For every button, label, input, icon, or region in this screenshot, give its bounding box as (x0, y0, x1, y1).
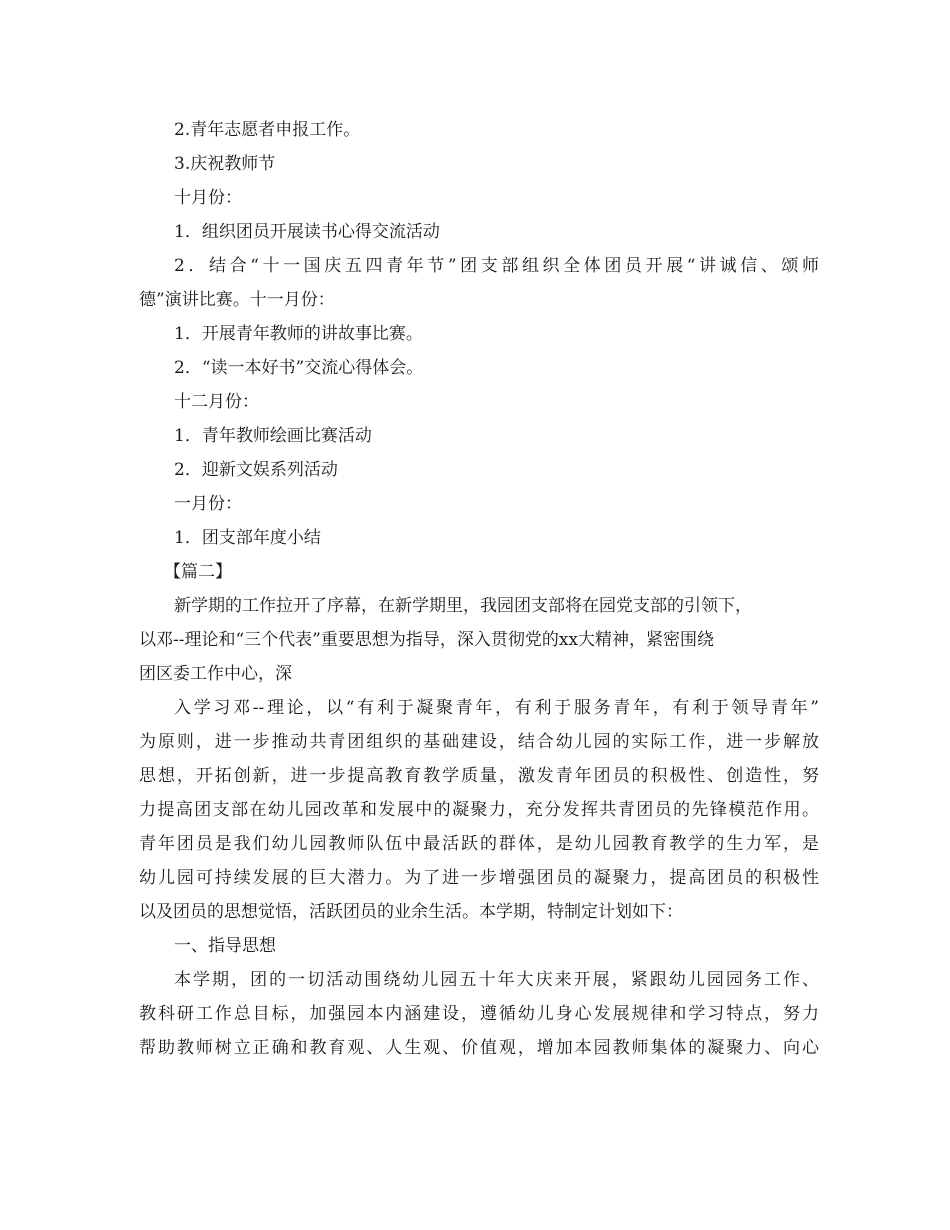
text-line: 2．结合“十一国庆五四青年节”团支部组织全体团员开展“讲诚信、颂师 (174, 256, 819, 276)
text-line: 幼儿园可持续发展的巨大潜力。为了进一步增强团员的凝聚力，提高团员的积极性 (139, 868, 819, 888)
text-line: 力提高团支部在幼儿园改革和发展中的凝聚力，充分发挥共青团员的先锋模范作用。 (139, 800, 819, 820)
text-line: 3.庆祝教师节 (174, 154, 276, 174)
text-line: 【篇二】 (164, 562, 232, 582)
document-body (139, 113, 829, 1065)
text-line: 思想，开拓创新，进一步提高教育教学质量，激发青年团员的积极性、创造性，努 (139, 766, 819, 786)
text-line: 青年团员是我们幼儿园教师队伍中最活跃的群体，是幼儿园教育教学的生力军，是 (139, 834, 819, 854)
text-line: 德”演讲比赛。十一月份： (139, 290, 335, 310)
text-line: 2．“读一本好书”交流心得体会。 (174, 358, 424, 378)
text-line: 教科研工作总目标，加强园本内涵建设，遵循幼儿身心发展规律和学习特点，努力 (139, 1004, 819, 1024)
text-line: 以邓--理论和“三个代表”重要思想为指导，深入贯彻党的xx大精神，紧密围绕 (139, 630, 715, 650)
text-line: 1．开展青年教师的讲故事比赛。 (174, 324, 423, 344)
text-line: 本学期，团的一切活动围绕幼儿园五十年大庆来开展，紧跟幼儿园园务工作、 (174, 970, 819, 990)
text-line: 一、指导思想 (174, 936, 276, 956)
text-line: 十二月份： (174, 392, 259, 412)
text-line: 1．青年教师绘画比赛活动 (174, 426, 372, 446)
text-line: 团区委工作中心，深 (139, 664, 292, 684)
text-line: 为原则，进一步推动共青团组织的基础建设，结合幼儿园的实际工作，进一步解放 (139, 732, 819, 752)
text-line: 入学习邓--理论，以“有利于凝聚青年，有利于服务青年，有利于领导青年” (174, 698, 819, 718)
text-line: 十月份： (174, 188, 242, 208)
text-line: 以及团员的思想觉悟，活跃团员的业余生活。本学期，特制定计划如下： (139, 902, 683, 922)
text-line: 1．团支部年度小结 (174, 528, 321, 548)
text-line: 新学期的工作拉开了序幕，在新学期里，我园团支部将在园党支部的引领下， (174, 596, 752, 616)
text-line: 2．迎新文娱系列活动 (174, 460, 338, 480)
text-line: 2.青年志愿者申报工作。 (174, 120, 361, 140)
text-line: 帮助教师树立正确和教育观、人生观、价值观，增加本园教师集体的凝聚力、向心 (139, 1038, 819, 1058)
text-line: 1．组织团员开展读书心得交流活动 (174, 222, 440, 242)
text-line: 一月份： (174, 494, 242, 514)
